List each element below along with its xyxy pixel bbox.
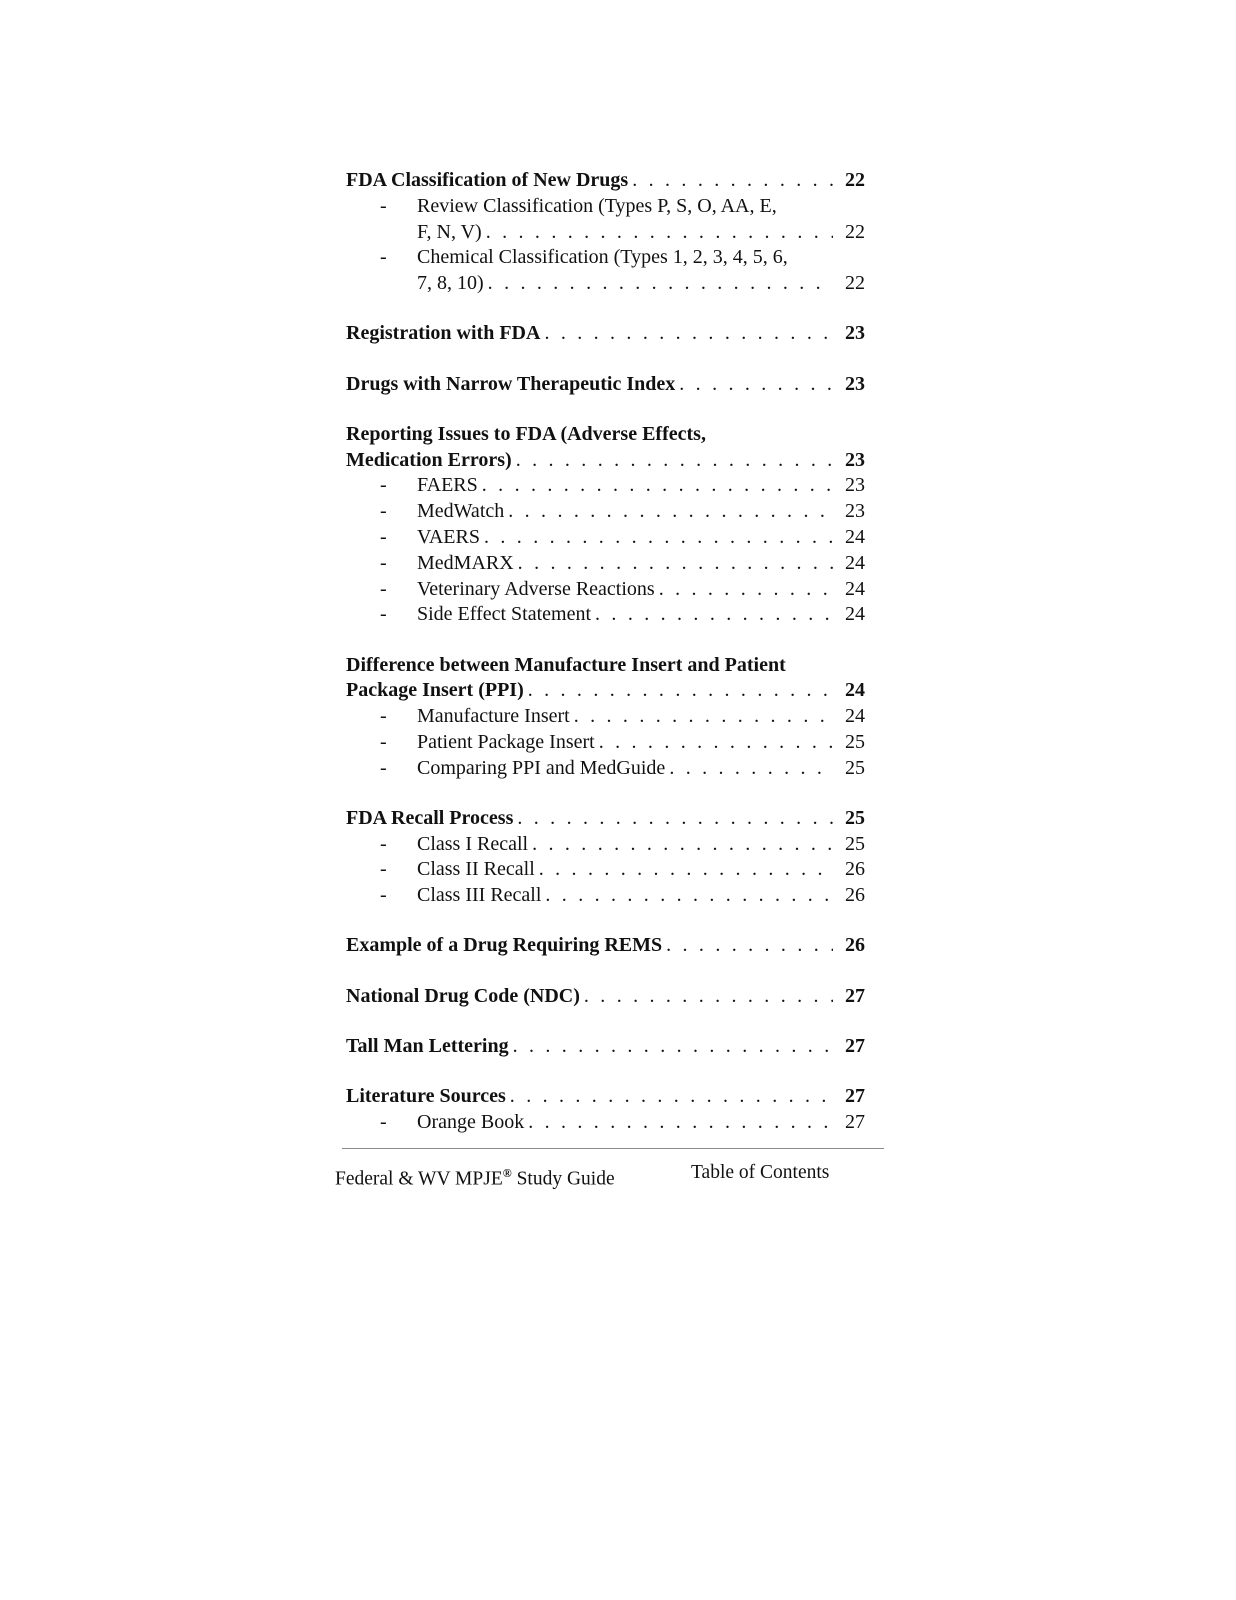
toc-entry-literature-sources[interactable] <box>346 1084 865 1110</box>
toc-subentry-chemical-classification-cont[interactable] <box>346 271 865 297</box>
toc-page-number: 24 <box>845 577 865 600</box>
toc-subentry-label: Orange Book <box>417 1110 525 1133</box>
toc-subentry-label: Patient Package Insert <box>417 730 595 753</box>
toc-subentry-label: Class II Recall <box>417 858 535 881</box>
toc-page-number: 25 <box>845 832 865 855</box>
toc-entry-title: National Drug Code (NDC) <box>346 984 580 1007</box>
dot-leader <box>544 321 833 347</box>
toc-page-number: 23 <box>845 448 865 471</box>
dot-leader <box>517 806 833 832</box>
toc-entry-fda-classification[interactable] <box>346 168 865 194</box>
toc-entry-insert-difference-cont[interactable] <box>346 678 865 704</box>
toc-subentry-vaers[interactable] <box>346 525 865 551</box>
toc-entry-title: Package Insert (PPI) <box>346 679 524 702</box>
toc-subentry-review-classification-cont[interactable] <box>346 220 865 246</box>
toc-entry-title: Reporting Issues to FDA (Adverse Effects, <box>346 422 706 445</box>
toc-entry-reporting-issues[interactable] <box>346 422 865 448</box>
toc-subentry-label: Side Effect Statement <box>417 603 592 626</box>
bullet-dash: - <box>380 525 387 548</box>
bullet-dash: - <box>380 194 387 217</box>
dot-leader <box>516 448 833 474</box>
toc-page-number: 26 <box>845 934 865 957</box>
toc-entry-ndc[interactable] <box>346 984 865 1010</box>
toc-entry-title: Medication Errors) <box>346 448 512 471</box>
toc-page-number: 27 <box>845 1110 865 1133</box>
toc-entry-reporting-issues-cont[interactable] <box>346 448 865 474</box>
bullet-dash: - <box>380 577 387 600</box>
dot-leader <box>574 704 833 730</box>
bullet-dash: - <box>380 756 387 779</box>
bullet-dash: - <box>380 500 387 523</box>
table-of-contents <box>346 168 865 1136</box>
bullet-dash: - <box>380 246 387 269</box>
footer-title-suffix: Study Guide <box>511 1168 615 1190</box>
toc-subentry-class-iii-recall[interactable] <box>346 883 865 909</box>
toc-entry-rems-example[interactable] <box>346 933 865 959</box>
toc-page-number: 24 <box>845 679 865 702</box>
footer-book-title <box>335 1161 615 1192</box>
toc-page-number: 22 <box>845 272 865 295</box>
toc-subentry-label: Review Classification (Types P, S, O, AA, E, <box>417 194 777 217</box>
toc-subentry-medmarx[interactable] <box>346 551 865 577</box>
dot-leader <box>528 1110 833 1136</box>
dot-leader <box>513 1034 833 1060</box>
dot-leader <box>482 473 833 499</box>
toc-subentry-label: VAERS <box>417 525 480 548</box>
toc-subentry-label: 7, 8, 10) <box>417 272 484 295</box>
toc-subentry-label: MedMARX <box>417 551 514 574</box>
toc-page-number: 25 <box>845 806 865 829</box>
toc-subentry-label: FAERS <box>417 474 478 497</box>
toc-entry-title: Tall Man Lettering <box>346 1034 509 1057</box>
footer-divider <box>342 1148 884 1149</box>
toc-subentry-review-classification[interactable] <box>346 194 865 220</box>
dot-leader <box>518 551 833 577</box>
toc-subentry-patient-package-insert[interactable] <box>346 730 865 756</box>
toc-subentry-label: Veterinary Adverse Reactions <box>417 577 655 600</box>
toc-page-number: 27 <box>845 1034 865 1057</box>
dot-leader <box>599 730 833 756</box>
toc-page-number: 27 <box>845 1085 865 1108</box>
toc-page-number: 23 <box>845 474 865 497</box>
toc-subentry-label: MedWatch <box>417 500 505 523</box>
toc-subentry-chemical-classification[interactable] <box>346 245 865 271</box>
toc-page-number: 26 <box>845 884 865 907</box>
dot-leader <box>669 756 833 782</box>
toc-entry-title: Example of a Drug Requiring REMS <box>346 934 663 957</box>
toc-subentry-faers[interactable] <box>346 473 865 499</box>
toc-entry-title: Drugs with Narrow Therapeutic Index <box>346 372 676 395</box>
dot-leader <box>528 678 833 704</box>
toc-subentry-medwatch[interactable] <box>346 499 865 525</box>
toc-page-number: 24 <box>845 551 865 574</box>
bullet-dash: - <box>380 551 387 574</box>
dot-leader <box>679 372 833 398</box>
toc-page-number: 23 <box>845 322 865 345</box>
toc-subentry-label: Chemical Classification (Types 1, 2, 3, 4, 5, 6, <box>417 246 788 269</box>
toc-page-number: 23 <box>845 500 865 523</box>
toc-subentry-label: Class III Recall <box>417 884 542 907</box>
dot-leader <box>539 857 833 883</box>
dot-leader <box>659 577 833 603</box>
toc-subentry-label: Class I Recall <box>417 832 529 855</box>
dot-leader <box>545 883 833 909</box>
bullet-dash: - <box>380 705 387 728</box>
dot-leader <box>584 984 833 1010</box>
bullet-dash: - <box>380 884 387 907</box>
bullet-dash: - <box>380 832 387 855</box>
bullet-dash: - <box>380 603 387 626</box>
toc-page-number: 25 <box>845 730 865 753</box>
bullet-dash: - <box>380 1110 387 1133</box>
toc-subentry-label: F, N, V) <box>417 220 482 243</box>
footer-title-text: Federal & WV MPJE <box>335 1168 503 1190</box>
toc-subentry-side-effect-statement[interactable] <box>346 602 865 628</box>
toc-entry-title: FDA Classification of New Drugs <box>346 169 629 191</box>
toc-subentry-class-i-recall[interactable] <box>346 832 865 858</box>
bullet-dash: - <box>380 730 387 753</box>
toc-page-number: 23 <box>845 372 865 395</box>
bullet-dash: - <box>380 858 387 881</box>
toc-subentry-manufacture-insert[interactable] <box>346 704 865 730</box>
registered-mark: ® <box>502 1166 512 1180</box>
toc-subentry-comparing-ppi-medguide[interactable] <box>346 756 865 782</box>
toc-subentry-class-ii-recall[interactable] <box>346 857 865 883</box>
dot-leader <box>595 602 833 628</box>
bullet-dash: - <box>380 474 387 497</box>
footer-section-name: Table of Contents <box>691 1162 830 1183</box>
toc-entry-title: Literature Sources <box>346 1085 506 1108</box>
toc-entry-recall-process[interactable] <box>346 806 865 832</box>
toc-page-number: 24 <box>845 603 865 626</box>
toc-subentry-label: Manufacture Insert <box>417 705 570 728</box>
dot-leader <box>484 525 833 551</box>
toc-page-number: 24 <box>845 525 865 548</box>
toc-page-number: 22 <box>845 220 865 243</box>
toc-entry-title: Difference between Manufacture Insert and Patient <box>346 653 786 676</box>
toc-subentry-label: Comparing PPI and MedGuide <box>417 756 666 779</box>
toc-subentry-orange-book[interactable] <box>346 1110 865 1136</box>
toc-entry-narrow-therapeutic-index[interactable] <box>346 372 865 398</box>
toc-entry-insert-difference[interactable] <box>346 653 865 679</box>
toc-page-number: 26 <box>845 858 865 881</box>
dot-leader <box>510 1084 833 1110</box>
toc-entry-title: FDA Recall Process <box>346 806 514 829</box>
dot-leader <box>666 933 833 959</box>
dot-leader <box>508 499 833 525</box>
toc-subentry-veterinary-adverse-reactions[interactable] <box>346 577 865 603</box>
toc-page-number: 27 <box>845 984 865 1007</box>
toc-page-number: 24 <box>845 705 865 728</box>
toc-page-number: 25 <box>845 756 865 779</box>
toc-entry-registration[interactable] <box>346 321 865 347</box>
toc-entry-title: Registration with FDA <box>346 322 541 345</box>
toc-page-number: 22 <box>845 169 865 191</box>
dot-leader <box>532 832 833 858</box>
dot-leader <box>632 168 833 194</box>
dot-leader <box>486 220 833 246</box>
toc-entry-tall-man-lettering[interactable] <box>346 1034 865 1060</box>
dot-leader <box>488 271 833 297</box>
